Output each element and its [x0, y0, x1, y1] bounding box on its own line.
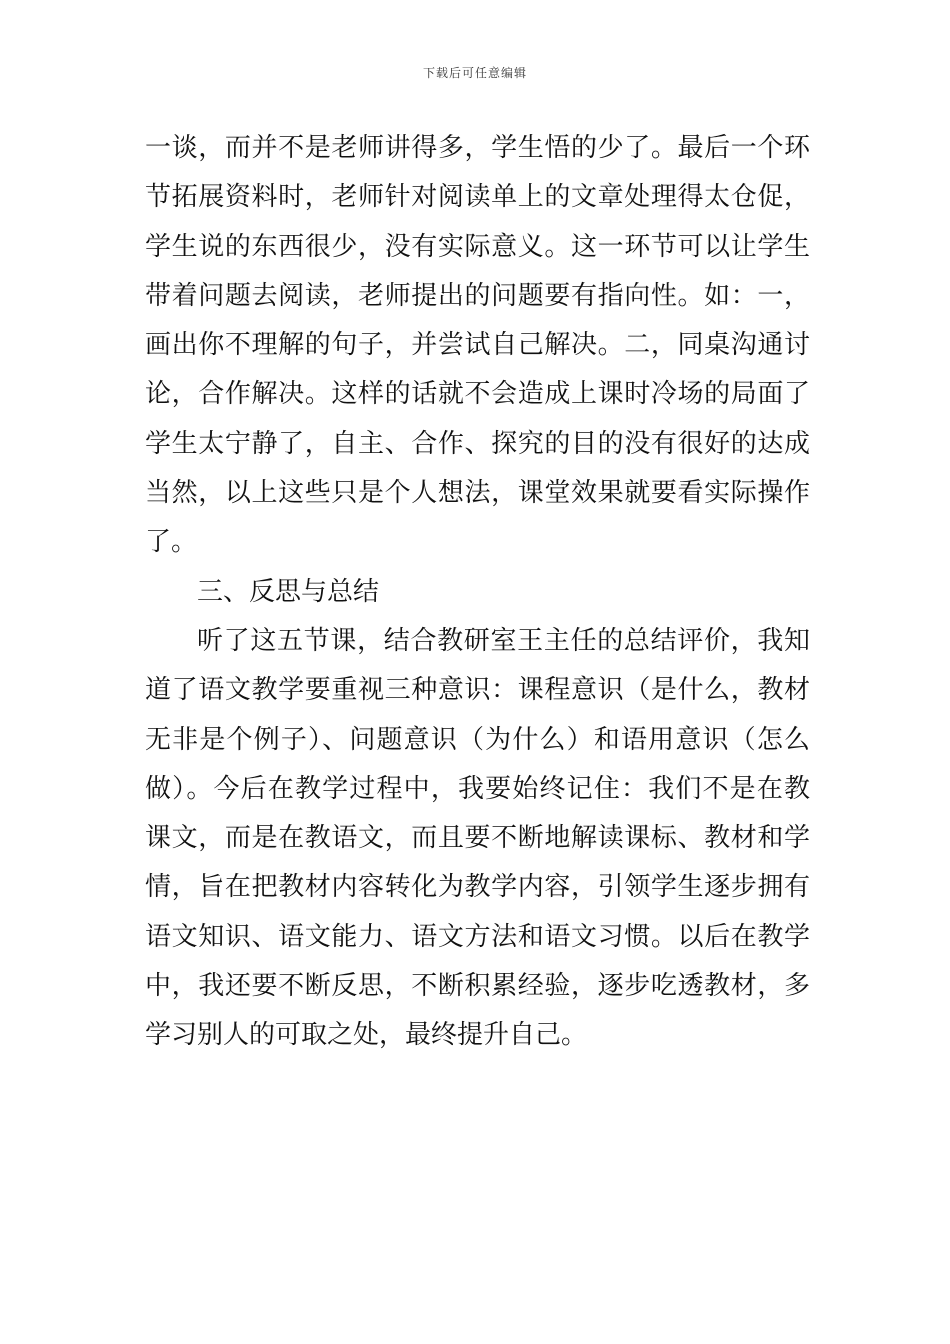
paragraph-continued: [145, 124, 810, 568]
text-line: 了。: [145, 527, 198, 558]
text-line: 论，合作解决。这样的话就不会造成上课时冷场的局面了: [145, 379, 810, 410]
text-line: 无非是个例子）、问题意识（为什么）和语用意识（怎么: [145, 724, 810, 755]
text-line: 语文知识、语文能力、语文方法和语文习惯。以后在教学: [145, 921, 810, 952]
text-line: 听了这五节课，结合教研室王主任的总结评价，我知: [197, 625, 810, 656]
paragraph-reflection: [145, 617, 810, 1061]
section-heading: 三、反思与总结: [197, 576, 380, 607]
text-line: 当然，以上这些只是个人想法，课堂效果就要看实际操作: [145, 478, 810, 509]
text-line: 画出你不理解的句子，并尝试自己解决。二，同桌沟通讨: [145, 330, 810, 361]
text-line: 情，旨在把教材内容转化为教学内容，引领学生逐步拥有: [145, 872, 810, 903]
text-line: 做）。今后在教学过程中，我要始终记住：我们不是在教: [145, 773, 810, 804]
text-line: 中，我还要不断反思，不断积累经验，逐步吃透教材，多: [145, 971, 810, 1002]
document-body: [145, 124, 810, 1061]
text-line: 学生说的东西很少，没有实际意义。这一环节可以让学生: [145, 231, 810, 262]
text-line: 道了语文教学要重视三种意识：课程意识（是什么，教材: [145, 675, 810, 706]
header-note: 下载后可任意编辑: [422, 66, 527, 80]
text-line: 课文，而是在教语文，而且要不断地解读课标、教材和学: [145, 823, 810, 854]
text-line: 一谈，而并不是老师讲得多，学生悟的少了。最后一个环: [145, 133, 810, 163]
text-line: 学生太宁静了，自主、合作、探究的目的没有很好的达成: [145, 428, 810, 459]
text-line: 带着问题去阅读，老师提出的问题要有指向性。如：一，: [145, 280, 810, 311]
text-line: 节拓展资料时，老师针对阅读单上的文章处理得太仓促，: [145, 182, 810, 213]
text-line: 学习别人的可取之处，最终提升自己。: [145, 1020, 588, 1051]
